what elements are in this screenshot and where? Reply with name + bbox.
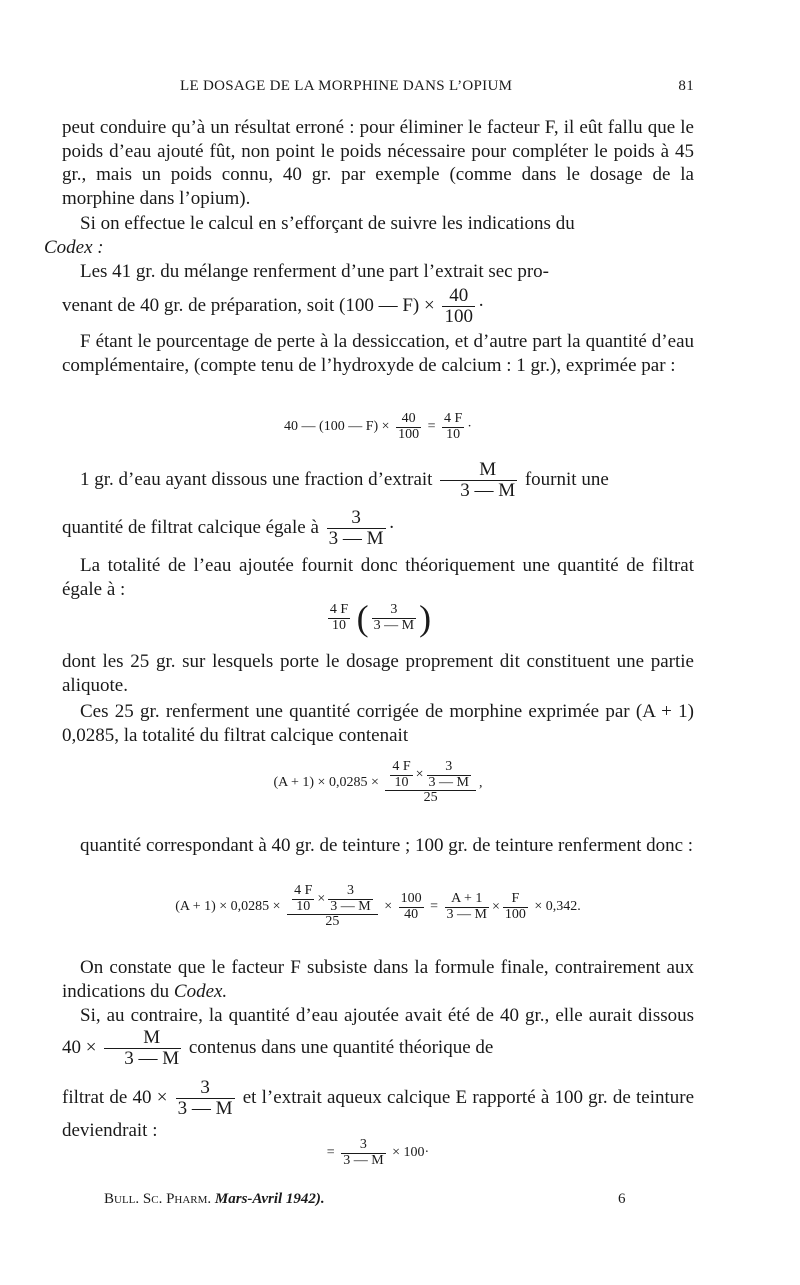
eq2-fraction-a: $\frac{4 F}{10}$ — [329, 601, 349, 633]
paragraph-2-text: Si on effectue le calcul en s’efforçant de suivre les indications du — [80, 213, 575, 234]
eq4-compound-fraction: $\frac{4 F}{10}$ × $\frac{3}{3 — M}$ 25 — [287, 884, 378, 930]
equation-1: 40 — (100 — F) × $\frac{40}{100}$ = $\frac{4 F}{10}$ · — [284, 411, 472, 442]
paragraph-6: quantité de filtrat calcique égale à $\frac{3}{3 — M}$ · — [62, 507, 395, 549]
eq4-fraction-f100: $\frac{F}{100}$ — [504, 890, 526, 922]
running-title: LE DOSAGE DE LA MORPHINE DANS L’OPIUM — [180, 78, 513, 94]
journal-name: Bull. Sc. Pharm. — [104, 1191, 212, 1207]
paragraph-3-line1: Les 41 gr. du mélange renferment d’une part l’extrait sec pro- — [80, 261, 550, 282]
paragraph-12: Si, au contraire, la quantité d’eau ajoutée avait été de 40 gr., elle aurait dissous 40 × $\frac{M}{3 — M}$ contenus dans une quantité théorique de — [62, 1005, 694, 1069]
paragraph-4: F étant le pourcentage de perte à la dessiccation, et d’autre part la quantité d’eau complémentaire, (compte tenu de l’hydroxyde de calcium : 1 gr.), exprimée par : — [62, 331, 694, 376]
paragraph-3-cont: venant de 40 gr. de préparation, soit (100 — F) × $\frac{40}{100}$ · — [62, 285, 485, 327]
equation-4: (A + 1) × 0,0285 × $\frac{4 F}{10}$ × $\frac{3}{3 — M}$ 25 × $\frac{100}{40}$ = $\frac{A + 1}{3 — M}$ × $\frac{F}{100}$ × 0,342. — [175, 883, 581, 930]
page-number: 81 — [678, 78, 694, 94]
fraction-m-3m: $\frac{M}{3 — M}$ — [440, 460, 517, 501]
equation-2 — [62, 600, 694, 636]
running-header — [62, 78, 694, 102]
paragraph-7: La totalité de l’eau ajoutée fournit donc théoriquement une quantité de filtrat égale à : — [62, 555, 694, 600]
eq1-fraction-b: $\frac{4 F}{10}$ — [443, 411, 463, 442]
paragraph-8: dont les 25 gr. sur lesquels porte le dosage proprement dit constituent une partie aliquote. — [62, 651, 694, 696]
paragraph-9: Ces 25 gr. renferment une quantité corrigée de morphine exprimée par (A + 1) 0,0285, la totalité du filtrat calcique contenait — [62, 701, 694, 746]
paragraph-3-line2: venant de 40 gr. de préparation, soit (100 — F) × — [62, 294, 435, 316]
paragraph-2 — [44, 212, 694, 259]
eq4-inner-a: $\frac{4 F}{10}$ — [294, 883, 313, 914]
eq3-inner-a: $\frac{4 F}{10}$ — [392, 759, 411, 790]
eq4-inner-b: $\frac{3}{3 — M}$ — [330, 883, 371, 914]
fraction-m-3m-2: $\frac{M}{3 — M}$ — [104, 1028, 181, 1069]
paragraph-13: filtrat de 40 × $\frac{3}{3 — M}$ et l’extrait aqueux calcique E rapporté à 100 gr. de teinture deviendrait : — [62, 1077, 695, 1141]
close-paren: ) — [419, 598, 432, 638]
eq3-compound-fraction: $\frac{4 F}{10}$ × $\frac{3}{3 — M}$ 25 — [385, 760, 476, 806]
fraction-3-3m-2: $\frac{3}{3 — M}$ — [177, 1077, 233, 1119]
equation-3: (A + 1) × 0,0285 × $\frac{4 F}{10}$ × $\frac{3}{3 — M}$ 25 , — [273, 759, 483, 806]
codex-ref-2: Codex. — [173, 980, 228, 1002]
equation-5: = $\frac{3}{3 — M}$ × 100· — [326, 1137, 430, 1168]
open-paren: ( — [356, 598, 369, 638]
paragraph-11: On constate que le facteur F subsiste dans la formule finale, contrairement aux indications du Codex. — [62, 957, 694, 1002]
fraction-40-100: $\frac{40}{100}$ — [444, 285, 473, 327]
paragraph-3 — [62, 260, 694, 284]
eq2-fraction-b: $\frac{3}{3 — M}$ — [373, 601, 415, 633]
eq1-fraction-a: $\frac{40}{100}$ — [398, 411, 420, 442]
paragraph-10: quantité correspondant à 40 gr. de teinture ; 100 gr. de teinture renferment donc : — [80, 835, 694, 856]
page — [44, 0, 695, 1285]
eq3-inner-b: $\frac{3}{3 — M}$ — [428, 759, 469, 790]
issue-date: Mars-Avril 1942). — [214, 1191, 325, 1207]
footer-citation — [104, 1191, 325, 1208]
fraction-3-3m: $\frac{3}{3 — M}$ — [328, 507, 384, 549]
eq5-fraction: $\frac{3}{3 — M}$ — [343, 1137, 384, 1168]
eq4-fraction-100-40: $\frac{100}{40}$ — [400, 890, 422, 922]
codex-ref: Codex : — [44, 236, 104, 258]
eq4-fraction-a1: $\frac{A + 1}{3 — M}$ — [446, 890, 487, 922]
paragraph-1: peut conduire qu’à un résultat erroné : pour éliminer le facteur F, il eût fallu que le poids d’eau ajouté fût, non point le poids nécessaire pour compléter le poids à 45 gr., mais un poids connu, 40 gr. par exemple (comme dans le dosage de la morphine dans l’opium). — [62, 117, 694, 209]
paragraph-5: 1 gr. d’eau ayant dissous une fraction d’extrait $\frac{M}{3 — M}$ fournit une — [80, 459, 609, 501]
sheet-number: 6 — [618, 1191, 626, 1207]
